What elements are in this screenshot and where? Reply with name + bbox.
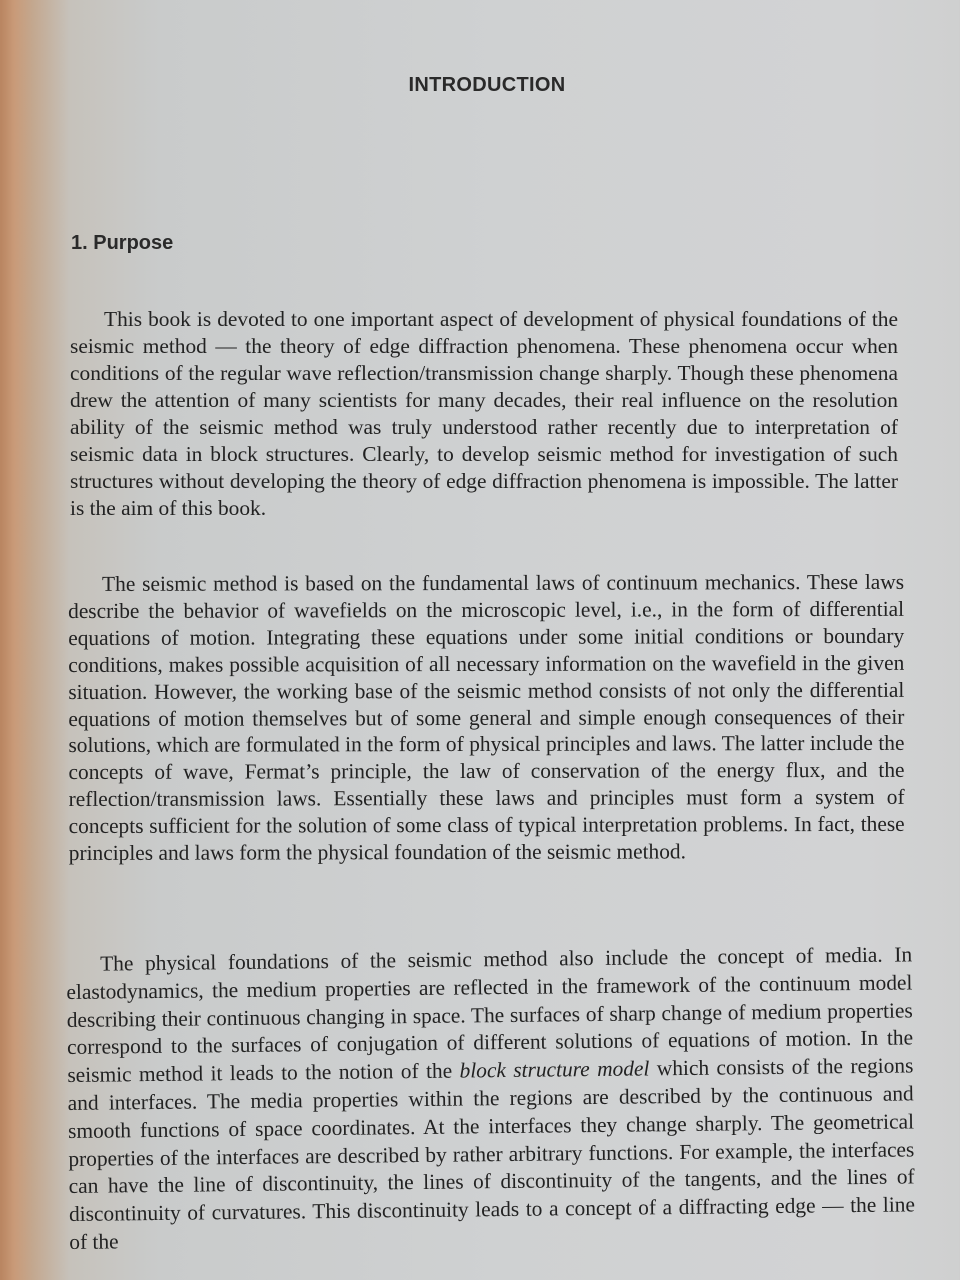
paragraph-2 — [68, 569, 905, 867]
paragraph-3-text-start: The physical foundations of the seismic method also include the concept of media. In elastodynamics, the medium properties are reflected in the framework of the continuum model describing their continuous changing in space. The surfaces of sharp change of medium properties correspond to the surfaces of conjugation of different solutions of equations of motion. In the seismic method it leads to the notion of the — [66, 942, 914, 1088]
paragraph-3 — [66, 942, 915, 1257]
running-title: INTRODUCTION — [408, 74, 566, 96]
paragraph-3-text-end: which consists of the regions and interfaces. The media properties within the regions are described by the continuous and smooth functions of space coordinates. At the interfaces they change sharply. The geometrical properties of the interfaces are described by rather arbitrary functions. For example, the interfaces can have the line of discontinuity, the lines of discontinuity of the tangents, and the lines of discontinuity of curvatures. This discontinuity leads to a concept of a diffracting edge — the line of the — [67, 1053, 916, 1255]
italic-term: block structure model — [459, 1056, 650, 1084]
paragraph-1-text: This book is devoted to one important aspect of development of physical foundations of the seismic method — the theory of edge diffraction phenomena. These phenomena occur when conditions of the regular wave reflection/transmission change sharply. Though these phenomena drew the attention of many scientists for many decades, their real influence on the resolution ability of the seismic method was truly understood rather recently due to interpretation of seismic data in block structures. Clearly, to develop seismic method for investigation of such structures without developing the theory of edge diffraction phenomena is impossible. The latter is the aim of this book. — [70, 307, 898, 520]
paragraph-1 — [70, 306, 898, 521]
section-heading: 1. Purpose — [71, 232, 174, 254]
paragraph-2-text: The seismic method is based on the fundamental laws of continuum mechanics. These laws describe the behavior of wavefields on the microscopic level, i.e., in the form of differential equations of motion. Integrating these equations under some initial conditions or boundary conditions, makes possible acquisition of all necessary information on the wavefield in the given situation. However, the working base of the seismic method consists of not only the differential equations of motion themselves but of some general and simple enough consequences of their solutions, which are formulated in the form of physical principles and laws. The latter include the concepts of wave, Fermat’s principle, the law of conservation of the energy flux, and the reflection/transmission laws. Essentially these laws and principles must form a system of concepts sufficient for the solution of some class of typical interpretation problems. In fact, these principles and laws form the physical foundation of the seismic method. — [68, 570, 905, 866]
